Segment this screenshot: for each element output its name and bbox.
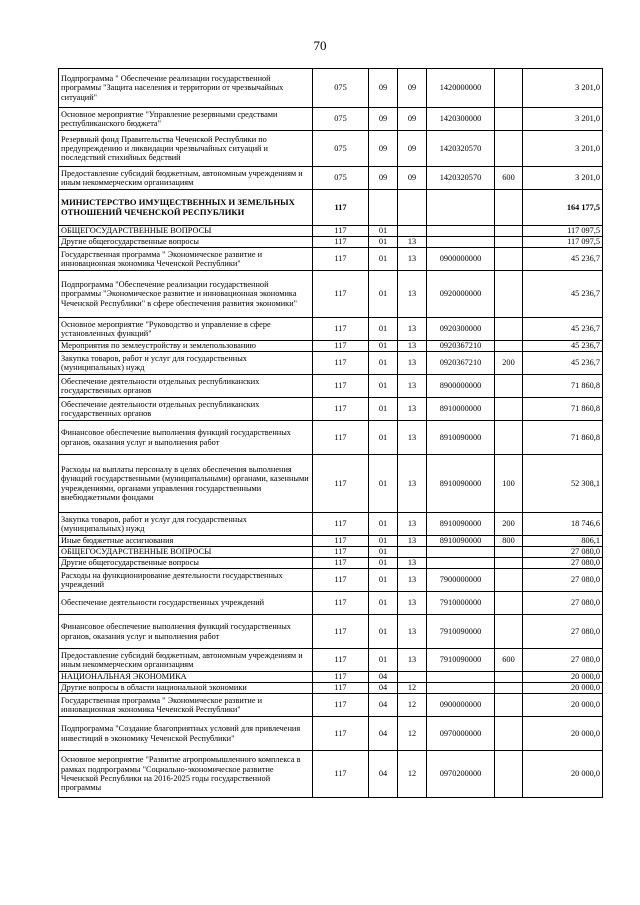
section-code-cell: 01: [369, 558, 398, 569]
target-article-code-cell: 0920300000: [427, 318, 495, 341]
target-article-code-cell: 8910090000: [427, 536, 495, 547]
amount-cell: 117 097,5: [523, 237, 603, 248]
subsection-code-cell: 13: [398, 455, 427, 513]
subsection-code-cell: 13: [398, 421, 427, 455]
target-article-code-cell: 0900000000: [427, 248, 495, 271]
expense-type-code-cell: [495, 69, 523, 108]
subsection-code-cell: 13: [398, 592, 427, 615]
subsection-code-cell: 13: [398, 398, 427, 421]
expense-type-code-cell: [495, 615, 523, 649]
amount-cell: 45 236,7: [523, 341, 603, 352]
budget-item-name-cell: Обеспечение деятельности отдельных республиканских государственных органов: [59, 375, 313, 398]
table-row: [59, 717, 603, 751]
subsection-code-cell: 12: [398, 751, 427, 798]
expense-type-code-cell: [495, 341, 523, 352]
section-code-cell: 01: [369, 513, 398, 536]
target-article-code-cell: 1420000000: [427, 69, 495, 108]
section-code-cell: 01: [369, 569, 398, 592]
table-row: [59, 167, 603, 190]
target-article-code-cell: [427, 547, 495, 558]
ministry-code-cell: 117: [313, 226, 369, 237]
amount-cell: 45 236,7: [523, 271, 603, 318]
ministry-code-cell: 117: [313, 271, 369, 318]
amount-cell: 27 080,0: [523, 569, 603, 592]
section-code-cell: 01: [369, 226, 398, 237]
subsection-code-cell: 13: [398, 318, 427, 341]
target-article-code-cell: 7900000000: [427, 569, 495, 592]
ministry-code-cell: 117: [313, 672, 369, 683]
ministry-code-cell: 117: [313, 190, 369, 226]
budget-item-name-cell: Государственная программа " Экономическое развитие и инновационная экономика Чеченской Республики": [59, 694, 313, 717]
ministry-code-cell: 117: [313, 694, 369, 717]
budget-item-name-cell: Закупка товаров, работ и услуг для государственных (муниципальных) нужд: [59, 513, 313, 536]
amount-cell: 18 746,6: [523, 513, 603, 536]
table-row: [59, 190, 603, 226]
target-article-code-cell: 8910090000: [427, 421, 495, 455]
section-code-cell: 04: [369, 683, 398, 694]
expense-type-code-cell: [495, 190, 523, 226]
section-code-cell: 01: [369, 649, 398, 672]
ministry-code-cell: 117: [313, 513, 369, 536]
ministry-code-cell: 117: [313, 649, 369, 672]
expense-type-code-cell: [495, 226, 523, 237]
expense-type-code-cell: 600: [495, 649, 523, 672]
target-article-code-cell: 0920367210: [427, 352, 495, 375]
budget-item-name-cell: Основное мероприятие "Управление резервными средствами республиканского бюджета": [59, 108, 313, 131]
subsection-code-cell: 09: [398, 108, 427, 131]
target-article-code-cell: 8910000000: [427, 398, 495, 421]
amount-cell: 117 097,5: [523, 226, 603, 237]
subsection-code-cell: 13: [398, 341, 427, 352]
target-article-code-cell: 0920000000: [427, 271, 495, 318]
amount-cell: 45 236,7: [523, 318, 603, 341]
subsection-code-cell: 13: [398, 352, 427, 375]
amount-cell: 20 000,0: [523, 717, 603, 751]
target-article-code-cell: 0970200000: [427, 751, 495, 798]
amount-cell: 806,1: [523, 536, 603, 547]
table-row: [59, 513, 603, 536]
target-article-code-cell: 7910000000: [427, 592, 495, 615]
budget-table: [58, 68, 603, 798]
table-row: [59, 108, 603, 131]
section-code-cell: 01: [369, 341, 398, 352]
amount-cell: 27 080,0: [523, 592, 603, 615]
amount-cell: 3 201,0: [523, 167, 603, 190]
table-row: [59, 694, 603, 717]
section-code-cell: 01: [369, 455, 398, 513]
ministry-code-cell: 117: [313, 237, 369, 248]
table-row: [59, 226, 603, 237]
section-code-cell: 01: [369, 271, 398, 318]
subsection-code-cell: 09: [398, 131, 427, 167]
expense-type-code-cell: [495, 398, 523, 421]
section-code-cell: 01: [369, 352, 398, 375]
table-row: [59, 248, 603, 271]
expense-type-code-cell: [495, 683, 523, 694]
amount-cell: 3 201,0: [523, 131, 603, 167]
table-row: [59, 318, 603, 341]
table-row: [59, 592, 603, 615]
section-code-cell: 01: [369, 421, 398, 455]
ministry-code-cell: 117: [313, 352, 369, 375]
ministry-code-cell: 117: [313, 751, 369, 798]
target-article-code-cell: 1420320570: [427, 131, 495, 167]
subsection-code-cell: 12: [398, 683, 427, 694]
budget-item-name-cell: МИНИСТЕРСТВО ИМУЩЕСТВЕННЫХ И ЗЕМЕЛЬНЫХ ОТНОШЕНИЙ ЧЕЧЕНСКОЙ РЕСПУБЛИКИ: [59, 190, 313, 226]
ministry-code-cell: 117: [313, 536, 369, 547]
section-code-cell: 01: [369, 592, 398, 615]
budget-item-name-cell: Расходы на функционирование деятельности государственных учреждений: [59, 569, 313, 592]
target-article-code-cell: 0900000000: [427, 694, 495, 717]
section-code-cell: 01: [369, 248, 398, 271]
expense-type-code-cell: [495, 248, 523, 271]
ministry-code-cell: 117: [313, 547, 369, 558]
subsection-code-cell: 09: [398, 167, 427, 190]
table-row: [59, 398, 603, 421]
budget-item-name-cell: ОБЩЕГОСУДАРСТВЕННЫЕ ВОПРОСЫ: [59, 547, 313, 558]
expense-type-code-cell: 800: [495, 536, 523, 547]
budget-item-name-cell: Расходы на выплаты персоналу в целях обеспечения выполнения функций государственными (муниципальными) органами, казенными учреждениями, органами управления государственными внебюджетными фондами: [59, 455, 313, 513]
budget-item-name-cell: Подпрограмма "Создание благоприятных условий для привлечения инвестиций в экономику Чеченской Республики": [59, 717, 313, 751]
target-article-code-cell: 8910090000: [427, 455, 495, 513]
budget-item-name-cell: Финансовое обеспечение выполнения функций государственных органов, оказания услуг и выполнения работ: [59, 615, 313, 649]
amount-cell: 20 000,0: [523, 672, 603, 683]
expense-type-code-cell: [495, 694, 523, 717]
budget-item-name-cell: Основное мероприятие "Развитие агропромышленного комплекса в рамках подпрограммы "Социально-экономическое развитие Чеченской Республики на 2016-2025 годы государственной программы: [59, 751, 313, 798]
ministry-code-cell: 117: [313, 569, 369, 592]
amount-cell: 27 080,0: [523, 649, 603, 672]
target-article-code-cell: [427, 672, 495, 683]
budget-item-name-cell: Предоставление субсидий бюджетным, автономным учреждениям и иным некоммерческим организациям: [59, 649, 313, 672]
budget-item-name-cell: Мероприятия по землеустройству и землепользованию: [59, 341, 313, 352]
budget-item-name-cell: Обеспечение деятельности отдельных республиканских государственных органов: [59, 398, 313, 421]
budget-item-name-cell: ОБЩЕГОСУДАРСТВЕННЫЕ ВОПРОСЫ: [59, 226, 313, 237]
subsection-code-cell: 13: [398, 248, 427, 271]
expense-type-code-cell: [495, 375, 523, 398]
section-code-cell: 09: [369, 131, 398, 167]
target-article-code-cell: [427, 190, 495, 226]
subsection-code-cell: 13: [398, 271, 427, 318]
expense-type-code-cell: [495, 131, 523, 167]
section-code-cell: 09: [369, 108, 398, 131]
expense-type-code-cell: [495, 421, 523, 455]
expense-type-code-cell: [495, 237, 523, 248]
subsection-code-cell: 13: [398, 569, 427, 592]
expense-type-code-cell: [495, 592, 523, 615]
amount-cell: 27 080,0: [523, 547, 603, 558]
section-code-cell: 01: [369, 547, 398, 558]
target-article-code-cell: 8910090000: [427, 513, 495, 536]
ministry-code-cell: 117: [313, 592, 369, 615]
table-row: [59, 421, 603, 455]
target-article-code-cell: [427, 237, 495, 248]
subsection-code-cell: [398, 190, 427, 226]
amount-cell: 45 236,7: [523, 248, 603, 271]
section-code-cell: 09: [369, 167, 398, 190]
budget-item-name-cell: Предоставление субсидий бюджетным, автономным учреждениям и иным некоммерческим организациям: [59, 167, 313, 190]
ministry-code-cell: 075: [313, 131, 369, 167]
table-row: [59, 352, 603, 375]
ministry-code-cell: 075: [313, 108, 369, 131]
page-number: 70: [313, 38, 327, 53]
section-code-cell: 04: [369, 694, 398, 717]
table-row: [59, 375, 603, 398]
amount-cell: 71 860,8: [523, 398, 603, 421]
ministry-code-cell: 117: [313, 421, 369, 455]
budget-item-name-cell: НАЦИОНАЛЬНАЯ ЭКОНОМИКА: [59, 672, 313, 683]
section-code-cell: 04: [369, 672, 398, 683]
expense-type-code-cell: 200: [495, 513, 523, 536]
ministry-code-cell: 117: [313, 717, 369, 751]
expense-type-code-cell: 600: [495, 167, 523, 190]
section-code-cell: 01: [369, 375, 398, 398]
subsection-code-cell: 12: [398, 717, 427, 751]
budget-item-name-cell: Основное мероприятие "Руководство и управление в сфере установленных функций": [59, 318, 313, 341]
amount-cell: 164 177,5: [523, 190, 603, 226]
expense-type-code-cell: [495, 547, 523, 558]
ministry-code-cell: 117: [313, 558, 369, 569]
table-row: [59, 341, 603, 352]
expense-type-code-cell: [495, 558, 523, 569]
target-article-code-cell: [427, 558, 495, 569]
table-row: [59, 271, 603, 318]
amount-cell: 45 236,7: [523, 352, 603, 375]
subsection-code-cell: [398, 226, 427, 237]
target-article-code-cell: 8900000000: [427, 375, 495, 398]
subsection-code-cell: 12: [398, 694, 427, 717]
section-code-cell: [369, 190, 398, 226]
expense-type-code-cell: [495, 751, 523, 798]
target-article-code-cell: 7910090000: [427, 615, 495, 649]
subsection-code-cell: 13: [398, 615, 427, 649]
ministry-code-cell: 117: [313, 341, 369, 352]
subsection-code-cell: 13: [398, 649, 427, 672]
table-row: [59, 558, 603, 569]
subsection-code-cell: [398, 672, 427, 683]
table-row: [59, 455, 603, 513]
budget-item-name-cell: Подпрограмма "Обеспечение реализации государственной программы "Экономическое развитие и инновационная экономика Чеченской Республики" в сфере обеспечения развития экономики": [59, 271, 313, 318]
ministry-code-cell: 075: [313, 167, 369, 190]
target-article-code-cell: 1420300000: [427, 108, 495, 131]
section-code-cell: 04: [369, 751, 398, 798]
expense-type-code-cell: [495, 672, 523, 683]
table-row: [59, 547, 603, 558]
section-code-cell: 04: [369, 717, 398, 751]
budget-item-name-cell: Резервный фонд Правительства Чеченской Республики по предупреждению и ликвидации чрезвычайных ситуаций и последствий стихийных бедствий: [59, 131, 313, 167]
budget-item-name-cell: Обеспечение деятельности государственных учреждений: [59, 592, 313, 615]
section-code-cell: 01: [369, 615, 398, 649]
budget-item-name-cell: Другие вопросы в области национальной экономики: [59, 683, 313, 694]
budget-item-name-cell: Финансовое обеспечение выполнения функций государственных органов, оказания услуг и выполнения работ: [59, 421, 313, 455]
amount-cell: 3 201,0: [523, 69, 603, 108]
budget-item-name-cell: Другие общегосударственные вопросы: [59, 237, 313, 248]
expense-type-code-cell: [495, 717, 523, 751]
subsection-code-cell: 13: [398, 558, 427, 569]
subsection-code-cell: 09: [398, 69, 427, 108]
table-row: [59, 536, 603, 547]
budget-item-name-cell: Другие общегосударственные вопросы: [59, 558, 313, 569]
amount-cell: 20 000,0: [523, 751, 603, 798]
table-row: [59, 69, 603, 108]
table-row: [59, 615, 603, 649]
ministry-code-cell: 117: [313, 318, 369, 341]
section-code-cell: 01: [369, 398, 398, 421]
amount-cell: 27 080,0: [523, 558, 603, 569]
section-code-cell: 01: [369, 237, 398, 248]
budget-item-name-cell: Иные бюджетные ассигнования: [59, 536, 313, 547]
table-row: [59, 672, 603, 683]
amount-cell: 27 080,0: [523, 615, 603, 649]
amount-cell: 71 860,8: [523, 421, 603, 455]
budget-item-name-cell: Закупка товаров, работ и услуг для государственных (муниципальных) нужд: [59, 352, 313, 375]
expense-type-code-cell: [495, 318, 523, 341]
subsection-code-cell: 13: [398, 513, 427, 536]
table-row: [59, 569, 603, 592]
target-article-code-cell: [427, 226, 495, 237]
ministry-code-cell: 117: [313, 455, 369, 513]
section-code-cell: 01: [369, 536, 398, 547]
ministry-code-cell: 075: [313, 69, 369, 108]
table-row: [59, 751, 603, 798]
subsection-code-cell: [398, 547, 427, 558]
target-article-code-cell: 0920367210: [427, 341, 495, 352]
amount-cell: 52 308,1: [523, 455, 603, 513]
subsection-code-cell: 13: [398, 237, 427, 248]
expense-type-code-cell: 100: [495, 455, 523, 513]
ministry-code-cell: 117: [313, 398, 369, 421]
subsection-code-cell: 13: [398, 536, 427, 547]
table-row: [59, 683, 603, 694]
amount-cell: 71 860,8: [523, 375, 603, 398]
expense-type-code-cell: 200: [495, 352, 523, 375]
expense-type-code-cell: [495, 569, 523, 592]
table-row: [59, 649, 603, 672]
ministry-code-cell: 117: [313, 248, 369, 271]
section-code-cell: 09: [369, 69, 398, 108]
budget-item-name-cell: Государственная программа " Экономическое развитие и инновационная экономика Чеченской Республики": [59, 248, 313, 271]
expense-type-code-cell: [495, 271, 523, 318]
ministry-code-cell: 117: [313, 683, 369, 694]
budget-item-name-cell: Подпрограмма " Обеспечение реализации государственной программы "Защита населения и территории от чрезвычайных ситуаций": [59, 69, 313, 108]
target-article-code-cell: 1420320570: [427, 167, 495, 190]
amount-cell: 20 000,0: [523, 694, 603, 717]
ministry-code-cell: 117: [313, 375, 369, 398]
ministry-code-cell: 117: [313, 615, 369, 649]
table-row: [59, 131, 603, 167]
amount-cell: 20 000,0: [523, 683, 603, 694]
section-code-cell: 01: [369, 318, 398, 341]
expense-type-code-cell: [495, 108, 523, 131]
target-article-code-cell: [427, 683, 495, 694]
target-article-code-cell: 0970000000: [427, 717, 495, 751]
subsection-code-cell: 13: [398, 375, 427, 398]
table-row: [59, 237, 603, 248]
target-article-code-cell: 7910090000: [427, 649, 495, 672]
amount-cell: 3 201,0: [523, 108, 603, 131]
